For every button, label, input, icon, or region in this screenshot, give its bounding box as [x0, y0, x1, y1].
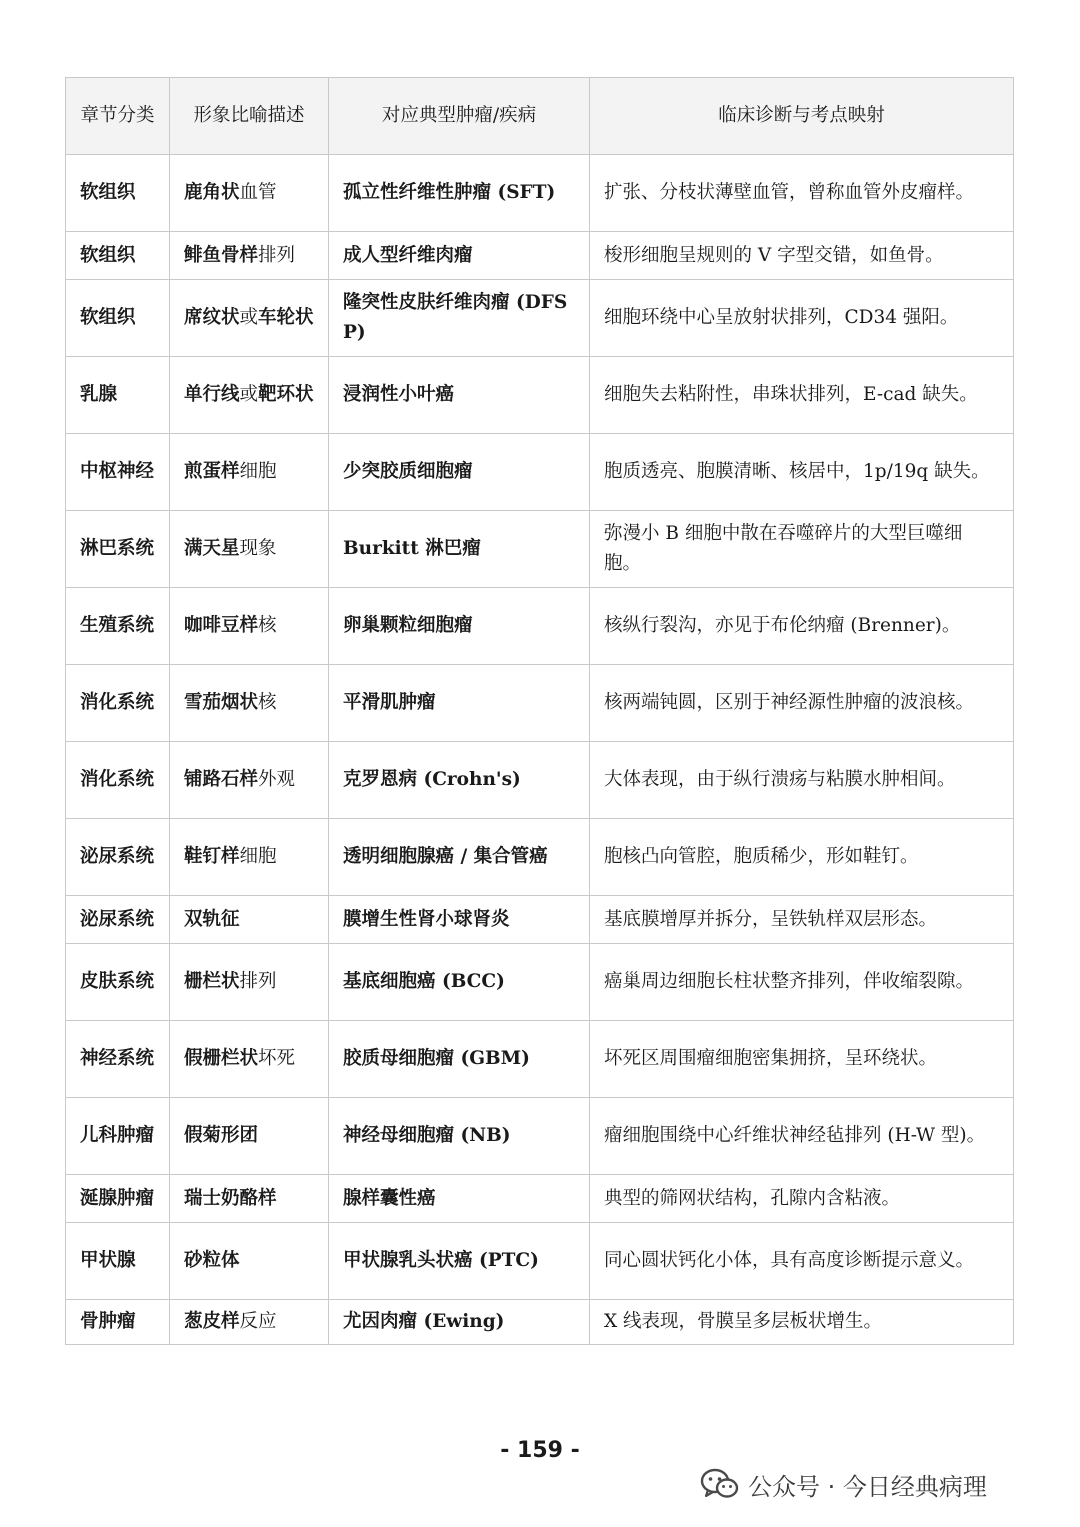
table-row [66, 1098, 1014, 1175]
cell-disease: 隆突性皮肤纤维肉瘤 (DFSP) [329, 280, 590, 357]
metaphor-plain: 血管 [239, 182, 277, 203]
cell-disease: Burkitt 淋巴瘤 [329, 511, 590, 588]
table-row [66, 511, 1014, 588]
cell-disease: 克罗恩病 (Crohn's) [329, 742, 590, 819]
header-category: 章节分类 [66, 78, 170, 155]
table-row [66, 155, 1014, 232]
cell-metaphor [170, 357, 329, 434]
cell-category: 乳腺 [66, 357, 170, 434]
cell-metaphor [170, 434, 329, 511]
watermark-text: 公众号 · 今日经典病理 [748, 1472, 987, 1501]
cell-metaphor [170, 155, 329, 232]
metaphor-keyword: 假菊形团 [184, 1125, 259, 1146]
cell-clinical-note: 癌巢周边细胞长柱状整齐排列，伴收缩裂隙。 [590, 944, 1014, 1021]
cell-disease: 腺样囊性癌 [329, 1175, 590, 1223]
cell-disease: 少突胶质细胞瘤 [329, 434, 590, 511]
metaphor-plain: 细胞 [239, 846, 277, 867]
metaphor-keyword: 栅栏状 [184, 971, 240, 992]
cell-clinical-note: 胞质透亮、胞膜清晰、核居中，1p/19q 缺失。 [590, 434, 1014, 511]
watermark [700, 1462, 987, 1506]
metaphor-keyword: 鞋钉样 [184, 846, 240, 867]
table-row [66, 280, 1014, 357]
metaphor-keyword: 雪茄烟状 [184, 692, 259, 713]
cell-category: 儿科肿瘤 [66, 1098, 170, 1175]
cell-metaphor [170, 588, 329, 665]
page-number: - 159 - [500, 1438, 580, 1463]
table-row [66, 232, 1014, 280]
table-row [66, 944, 1014, 1021]
cell-clinical-note: 梭形细胞呈规则的 V 字型交错，如鱼骨。 [590, 232, 1014, 280]
pathology-metaphor-table [65, 77, 1014, 1345]
table-row [66, 1021, 1014, 1098]
table-row [66, 1175, 1014, 1223]
cell-disease: 神经母细胞瘤 (NB) [329, 1098, 590, 1175]
cell-disease: 胶质母细胞瘤 (GBM) [329, 1021, 590, 1098]
table-row [66, 357, 1014, 434]
cell-category: 淋巴系统 [66, 511, 170, 588]
cell-disease: 浸润性小叶癌 [329, 357, 590, 434]
cell-clinical-note: 瘤细胞围绕中心纤维状神经毡排列 (H-W 型)。 [590, 1098, 1014, 1175]
metaphor-keyword: 满天星 [184, 538, 240, 559]
table-row [66, 665, 1014, 742]
cell-clinical-note: 细胞失去粘附性，串珠状排列，E-cad 缺失。 [590, 357, 1014, 434]
pathology-table-container [65, 77, 1013, 1345]
metaphor-keyword: 铺路石样 [184, 769, 259, 790]
metaphor-plain: 核 [258, 692, 277, 713]
metaphor-plain: 或 [239, 384, 259, 405]
cell-category: 软组织 [66, 155, 170, 232]
table-row [66, 896, 1014, 944]
cell-metaphor [170, 1175, 329, 1223]
cell-disease: 平滑肌肿瘤 [329, 665, 590, 742]
cell-category: 软组织 [66, 232, 170, 280]
table-row [66, 1223, 1014, 1300]
cell-category: 软组织 [66, 280, 170, 357]
metaphor-keyword: 咖啡豆样 [184, 615, 259, 636]
cell-clinical-note: 基底膜增厚并拆分，呈铁轨样双层形态。 [590, 896, 1014, 944]
table-header-row [66, 78, 1014, 155]
cell-metaphor [170, 1098, 329, 1175]
cell-clinical-note: 弥漫小 B 细胞中散在吞噬碎片的大型巨噬细胞。 [590, 511, 1014, 588]
metaphor-keyword: 鹿角状 [184, 182, 240, 203]
cell-clinical-note: 扩张、分枝状薄壁血管，曾称血管外皮瘤样。 [590, 155, 1014, 232]
metaphor-keyword: 煎蛋样 [184, 461, 240, 482]
cell-metaphor [170, 232, 329, 280]
metaphor-keyword: 双轨征 [184, 908, 240, 930]
cell-category: 泌尿系统 [66, 819, 170, 896]
header-clinical-note: 临床诊断与考点映射 [590, 78, 1014, 155]
cell-metaphor [170, 511, 329, 588]
cell-clinical-note: 典型的筛网状结构，孔隙内含粘液。 [590, 1175, 1014, 1223]
cell-category: 骨肿瘤 [66, 1300, 170, 1345]
cell-clinical-note: 核纵行裂沟，亦见于布伦纳瘤 (Brenner)。 [590, 588, 1014, 665]
header-metaphor: 形象比喻描述 [170, 78, 329, 155]
metaphor-keyword-2: 车轮状 [258, 307, 314, 328]
table-row [66, 819, 1014, 896]
metaphor-plain: 外观 [258, 769, 296, 790]
cell-metaphor [170, 944, 329, 1021]
cell-disease: 尤因肉瘤 (Ewing) [329, 1300, 590, 1345]
cell-category: 消化系统 [66, 742, 170, 819]
cell-clinical-note: X 线表现，骨膜呈多层板状增生。 [590, 1300, 1014, 1345]
cell-metaphor [170, 665, 329, 742]
metaphor-plain: 细胞 [239, 461, 277, 482]
cell-category: 泌尿系统 [66, 896, 170, 944]
metaphor-plain: 核 [258, 615, 277, 636]
metaphor-keyword: 单行线 [184, 384, 240, 405]
wechat-icon [700, 1467, 740, 1501]
cell-clinical-note: 胞核凸向管腔，胞质稀少，形如鞋钉。 [590, 819, 1014, 896]
table-row [66, 1300, 1014, 1345]
cell-metaphor [170, 1300, 329, 1345]
cell-disease: 膜增生性肾小球肾炎 [329, 896, 590, 944]
table-row [66, 434, 1014, 511]
cell-disease: 基底细胞癌 (BCC) [329, 944, 590, 1021]
metaphor-keyword: 砂粒体 [184, 1250, 240, 1271]
cell-disease: 成人型纤维肉瘤 [329, 232, 590, 280]
metaphor-keyword: 鲱鱼骨样 [184, 244, 259, 266]
metaphor-keyword: 席纹状 [184, 307, 240, 328]
cell-metaphor [170, 280, 329, 357]
metaphor-keyword: 瑞士奶酪样 [184, 1187, 277, 1209]
metaphor-plain: 现象 [239, 538, 277, 559]
cell-clinical-note: 细胞环绕中心呈放射状排列，CD34 强阳。 [590, 280, 1014, 357]
cell-clinical-note: 同心圆状钙化小体，具有高度诊断提示意义。 [590, 1223, 1014, 1300]
metaphor-plain: 反应 [239, 1311, 277, 1332]
cell-category: 皮肤系统 [66, 944, 170, 1021]
cell-metaphor [170, 896, 329, 944]
cell-clinical-note: 坏死区周围瘤细胞密集拥挤，呈环绕状。 [590, 1021, 1014, 1098]
metaphor-keyword: 葱皮样 [184, 1311, 240, 1332]
cell-category: 神经系统 [66, 1021, 170, 1098]
cell-category: 消化系统 [66, 665, 170, 742]
metaphor-keyword: 假栅栏状 [184, 1048, 259, 1069]
header-disease: 对应典型肿瘤/疾病 [329, 78, 590, 155]
metaphor-plain: 或 [239, 307, 259, 328]
cell-clinical-note: 核两端钝圆，区别于神经源性肿瘤的波浪核。 [590, 665, 1014, 742]
cell-category: 甲状腺 [66, 1223, 170, 1300]
cell-disease: 孤立性纤维性肿瘤 (SFT) [329, 155, 590, 232]
cell-metaphor [170, 1223, 329, 1300]
cell-category: 涎腺肿瘤 [66, 1175, 170, 1223]
metaphor-plain: 坏死 [258, 1048, 296, 1069]
cell-category: 中枢神经 [66, 434, 170, 511]
cell-disease: 透明细胞腺癌 / 集合管癌 [329, 819, 590, 896]
metaphor-plain: 排列 [239, 971, 277, 992]
cell-metaphor [170, 819, 329, 896]
metaphor-keyword-2: 靶环状 [258, 384, 314, 405]
table-body [66, 155, 1014, 1345]
cell-disease: 甲状腺乳头状癌 (PTC) [329, 1223, 590, 1300]
table-row [66, 742, 1014, 819]
metaphor-plain: 排列 [258, 244, 296, 266]
cell-clinical-note: 大体表现，由于纵行溃疡与粘膜水肿相间。 [590, 742, 1014, 819]
cell-metaphor [170, 742, 329, 819]
cell-category: 生殖系统 [66, 588, 170, 665]
table-row [66, 588, 1014, 665]
cell-metaphor [170, 1021, 329, 1098]
cell-disease: 卵巢颗粒细胞瘤 [329, 588, 590, 665]
